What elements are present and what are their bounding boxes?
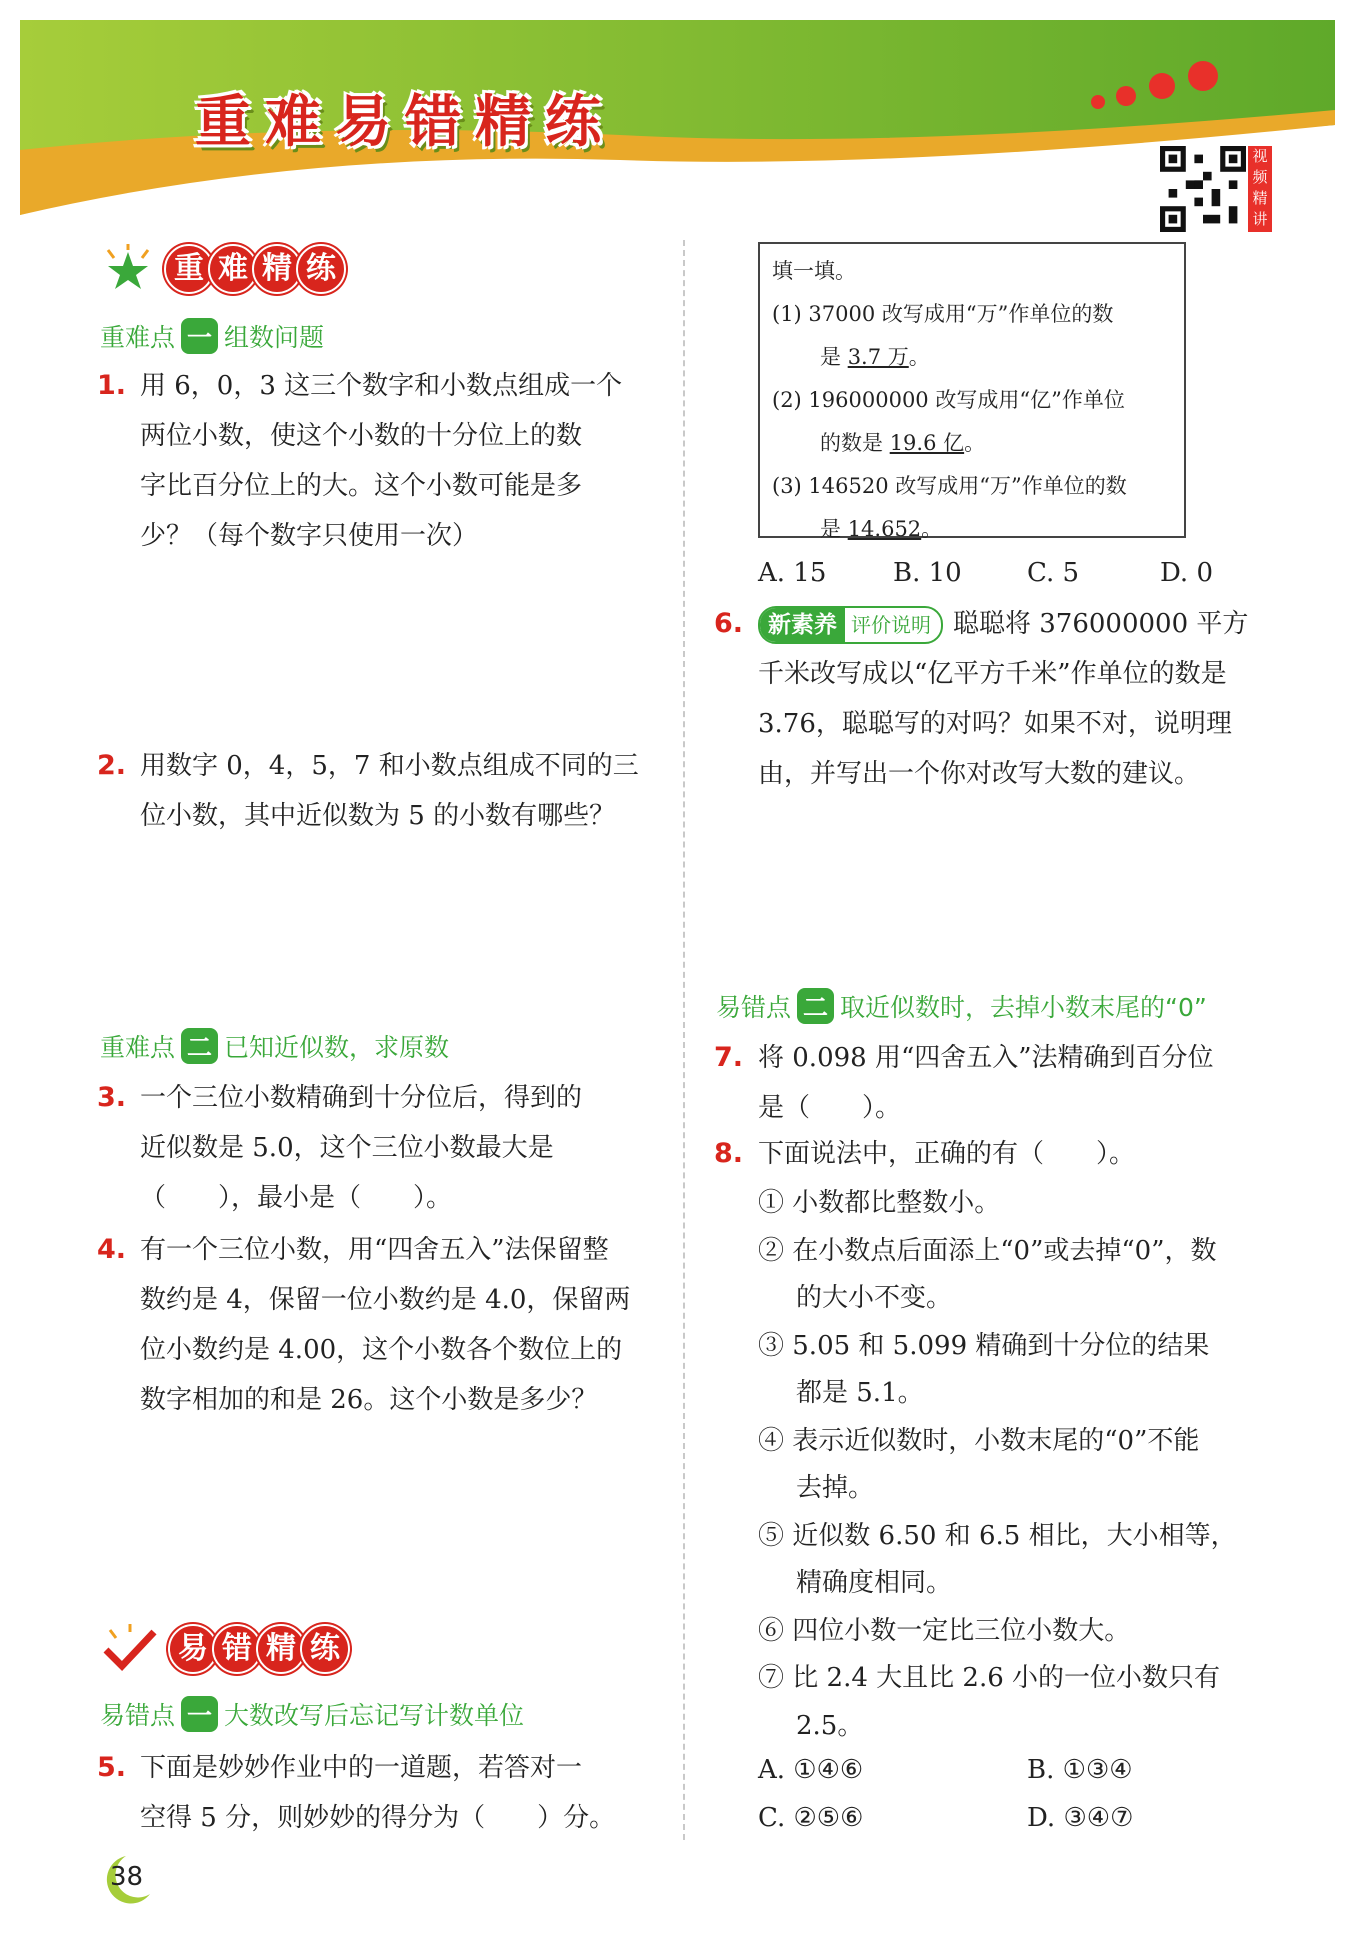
option-d[interactable]: D. 0 bbox=[1160, 558, 1213, 588]
new-literacy-tag: 新素养 评价说明 bbox=[758, 606, 943, 644]
question-2: 用数字 0，4，5，7 和小数点组成不同的三 位小数，其中近似数为 5 的小数有哪些？ bbox=[140, 751, 639, 831]
point-heading-3: 易错点 一 大数改写后忘记写计数单位 bbox=[100, 1696, 524, 1732]
badge-char: 精 bbox=[252, 244, 302, 294]
q8-option-d[interactable]: D. ③④⑦ bbox=[1027, 1803, 1134, 1833]
option-a[interactable]: A. 15 bbox=[758, 558, 827, 588]
question-number: 1. bbox=[97, 370, 127, 401]
badge-char: 重 bbox=[164, 244, 214, 294]
homework-box: 填一填。 (1) 37000 改写成用“万”作单位的数 是 3.7 万。 (2) 196000000 改写成用“亿”作单位 的数是 19.6 亿。 (3) 146520 改写成用“万”作单位的数 是 14.652。 bbox=[758, 242, 1186, 538]
question-number: 3. bbox=[97, 1082, 127, 1113]
question-1: 用 6，0，3 这三个数字和小数点组成一个 两位小数，使这个小数的十分位上的数 字比百分位上的大。这个小数可能是多 少？（每个数字只使用一次） bbox=[140, 371, 623, 551]
column-divider bbox=[683, 240, 685, 1840]
question-6: 新素养 评价说明 聪聪将 376000000 平方 千米改写成以“亿平方千米”作单位的数是 3.76，聪聪写的对吗？如果不对，说明理 由，并写出一个你对改写大数的建议。 bbox=[758, 599, 1248, 799]
qr-code-icon[interactable] bbox=[1160, 146, 1246, 232]
point-heading-4: 易错点 二 取近似数时，去掉小数末尾的“0” bbox=[716, 988, 1207, 1024]
question-number: 6. bbox=[714, 608, 744, 639]
question-number: 4. bbox=[97, 1234, 127, 1265]
question-5: 下面是妙妙作业中的一道题，若答对一 空得 5 分，则妙妙的得分为（ ）分。 bbox=[140, 1753, 616, 1833]
page-number: 38 bbox=[110, 1862, 144, 1892]
option-b[interactable]: B. 10 bbox=[893, 558, 962, 588]
badge-char: 易 bbox=[168, 1624, 218, 1674]
question-4: 有一个三位小数，用“四舍五入”法保留整 数约是 4，保留一位小数约是 4.0，保留两 位小数约是 4.00，这个小数各个数位上的 数字相加的和是 26。这个小数是多少？ bbox=[140, 1235, 631, 1415]
q8-option-b[interactable]: B. ①③④ bbox=[1027, 1755, 1133, 1785]
point-heading-1: 重难点 一 组数问题 bbox=[100, 318, 324, 354]
section-badge-errors bbox=[100, 1622, 350, 1676]
option-c[interactable]: C. 5 bbox=[1027, 558, 1080, 588]
star-icon bbox=[100, 244, 156, 294]
q8-option-a[interactable]: A. ①④⑥ bbox=[758, 1755, 864, 1785]
point-heading-2: 重难点 二 已知近似数，求原数 bbox=[100, 1028, 449, 1064]
check-icon bbox=[100, 1624, 160, 1674]
badge-char: 练 bbox=[300, 1624, 350, 1674]
q8-option-c[interactable]: C. ②⑤⑥ bbox=[758, 1803, 864, 1833]
page-title: 重难易错精练 bbox=[195, 90, 615, 155]
question-number: 8. bbox=[714, 1138, 744, 1169]
question-number: 2. bbox=[97, 750, 127, 781]
question-number: 5. bbox=[97, 1752, 127, 1783]
badge-char: 精 bbox=[256, 1624, 306, 1674]
question-7: 将 0.098 用“四舍五入”法精确到百分位 是（ ）。 bbox=[758, 1043, 1214, 1123]
badge-char: 练 bbox=[296, 244, 346, 294]
badge-char: 错 bbox=[212, 1624, 262, 1674]
question-3: 一个三位小数精确到十分位后，得到的 近似数是 5.0，这个三位小数最大是 （ ），最小是（ ）。 bbox=[140, 1083, 583, 1213]
badge-char: 难 bbox=[208, 244, 258, 294]
qr-label: 视频精讲 bbox=[1248, 146, 1272, 232]
question-8: 下面说法中，正确的有（ ）。 bbox=[758, 1139, 1136, 1169]
q8-statements: ① 小数都比整数小。 ② 在小数点后面添上“0”或去掉“0”，数 的大小不变。 ③ 5.05 和 5.099 精确到十分位的结果 都是 5.1。 ④ 表示近似数时，小数末尾的“0”不能 去掉。 ⑤ 近似数 6.50 和 6.5 相比，大小相等， 精确度相同。 ⑥ 四位小数一定比三位小数大。 ⑦ 比 2.4 大且比 2.6 小的一位小数只有 2.5。 bbox=[758, 1188, 1237, 1741]
question-number: 7. bbox=[714, 1042, 744, 1073]
section-badge-hard bbox=[100, 242, 346, 296]
